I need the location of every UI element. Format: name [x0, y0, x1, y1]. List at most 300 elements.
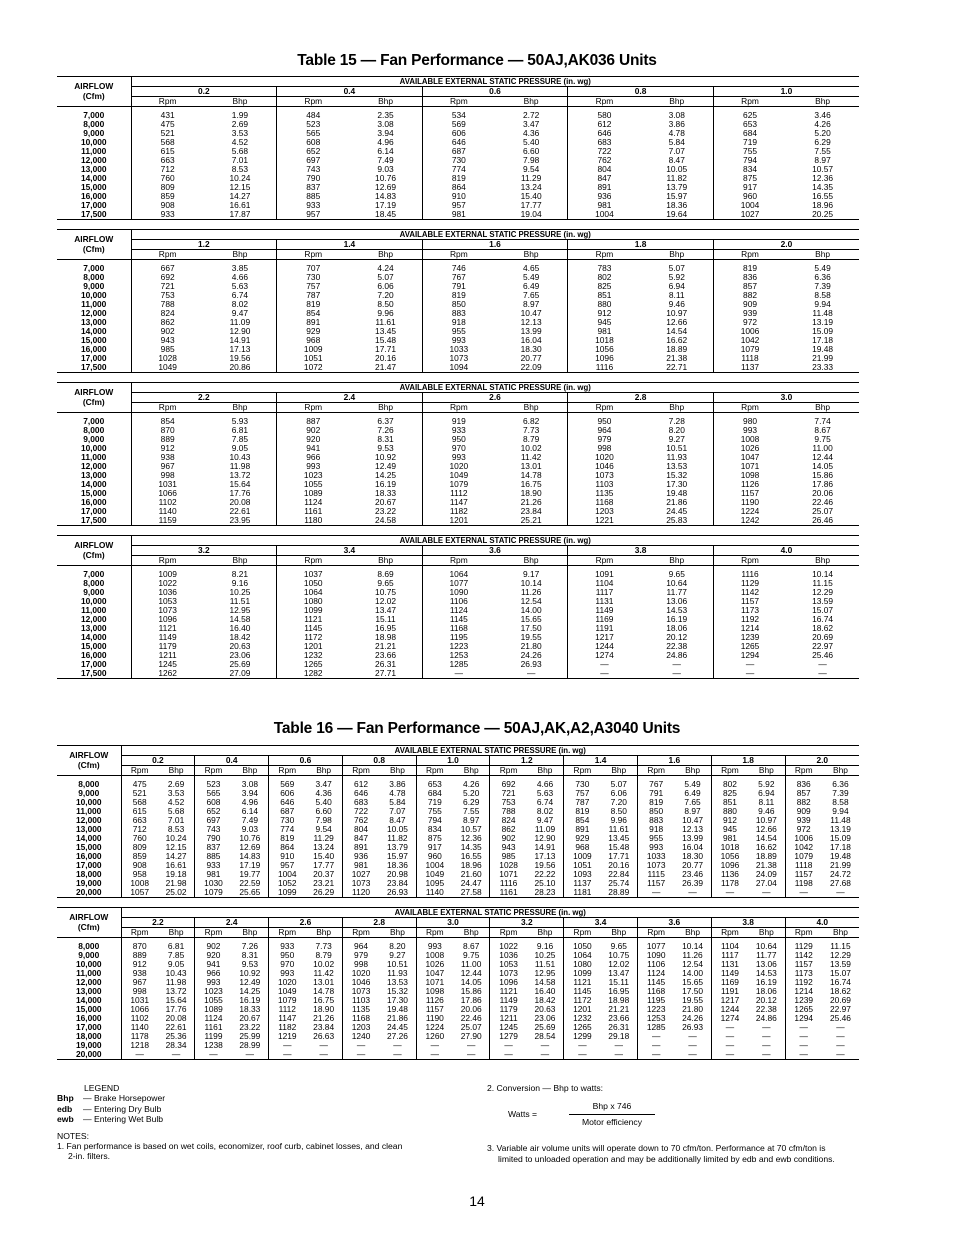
bhp-header: Bhp	[527, 928, 564, 938]
value-cell: 14.91	[229, 336, 251, 345]
pressure-header: 3.6	[637, 918, 711, 928]
bhp-header: Bhp	[674, 928, 711, 938]
value-cell: 1181	[564, 888, 601, 898]
value-cell: 9.53	[241, 960, 259, 969]
value-cell: 1080	[564, 960, 601, 969]
value-cell: 819	[277, 300, 350, 309]
airflow-cell: 13,000	[80, 318, 107, 327]
value-cell: 985	[490, 852, 527, 861]
bhp-header: Bhp	[527, 766, 564, 776]
value-cell: 21.21	[375, 642, 397, 651]
value-cell: 912	[711, 816, 748, 825]
value-cell: 1168	[422, 624, 495, 633]
value-cell: —	[818, 660, 827, 669]
airflow-header: AIRFLOW (Cfm)	[57, 908, 121, 938]
value-cell: 1168	[342, 1014, 379, 1023]
value-cell: —	[637, 1041, 674, 1050]
value-cell: 1168	[637, 987, 674, 996]
esp-header: AVAILABLE EXTERNAL STATIC PRESSURE (in. wg)	[131, 77, 859, 87]
value-cell: 6.14	[241, 807, 259, 816]
value-cell: 819	[564, 807, 601, 816]
rpm-header: Rpm	[416, 766, 453, 776]
value-cell: 23.22	[239, 1023, 261, 1032]
value-cell: 20.06	[460, 1005, 482, 1014]
value-cell: 10.25	[534, 951, 556, 960]
value-cell: 3.08	[241, 780, 259, 789]
value-cell: 1274	[568, 651, 641, 660]
value-cell: 909	[713, 300, 786, 309]
airflow-cell: 17,500	[57, 669, 131, 679]
value-cell: 523	[277, 120, 350, 129]
value-cell: 18.30	[682, 852, 704, 861]
value-cell: 21.26	[313, 1014, 335, 1023]
rpm-header: Rpm	[713, 403, 786, 413]
value-cell: 1121	[490, 987, 527, 996]
value-cell: 14.25	[239, 987, 261, 996]
value-cell: 1051	[564, 861, 601, 870]
value-cell: 980	[713, 417, 786, 426]
value-cell: 5.07	[610, 780, 627, 789]
value-cell: 11.00	[461, 960, 482, 969]
value-cell: 1047	[416, 969, 453, 978]
value-cell: 1073	[342, 987, 379, 996]
value-cell: 753	[490, 798, 527, 807]
value-cell: 5.68	[167, 807, 185, 816]
value-cell: —	[674, 1050, 711, 1060]
value-cell: —	[232, 1050, 269, 1060]
value-cell: 936	[568, 192, 641, 201]
value-cell: 13.45	[375, 327, 397, 336]
table-row	[57, 300, 859, 309]
value-cell: 1157	[713, 597, 786, 606]
value-cell: 8.97	[522, 300, 540, 309]
value-cell: 12.54	[682, 960, 704, 969]
value-cell: 957	[269, 861, 306, 870]
value-cell: 760	[131, 174, 204, 183]
bhp-header: Bhp	[204, 97, 277, 107]
legend-desc: — Entering Dry Bulb	[83, 1103, 162, 1114]
airflow-cell: 14,000	[75, 834, 102, 843]
value-cell: 883	[637, 816, 674, 825]
value-cell: 2.69	[231, 120, 249, 129]
value-cell: 15.07	[812, 606, 834, 615]
value-cell: 1129	[713, 579, 786, 588]
value-cell: 15.32	[666, 471, 688, 480]
value-cell: 608	[195, 798, 232, 807]
table-row	[57, 138, 859, 147]
value-cell: 7.73	[522, 426, 540, 435]
value-cell: 11.77	[666, 588, 687, 597]
pressure-header: 2.8	[568, 393, 714, 403]
formula-denominator: Motor efficiency	[581, 1117, 643, 1128]
value-cell: 1265	[785, 1005, 822, 1014]
airflow-cell: 16,000	[75, 852, 102, 861]
value-cell: 10.14	[520, 579, 542, 588]
value-cell: 9.94	[832, 807, 849, 816]
airflow-cell: 7,000	[83, 111, 105, 120]
value-cell: 6.29	[814, 138, 831, 147]
value-cell: 4.78	[389, 789, 406, 798]
table-row	[57, 870, 859, 879]
value-cell: 20.37	[313, 870, 335, 879]
rpm-header: Rpm	[711, 766, 748, 776]
value-cell: 9.27	[389, 951, 406, 960]
value-cell: 762	[568, 156, 641, 165]
value-cell: 15.48	[375, 336, 397, 345]
value-cell: 883	[422, 309, 495, 318]
value-cell: 970	[422, 444, 495, 453]
value-cell: 985	[131, 345, 204, 354]
value-cell: 1214	[785, 987, 822, 996]
table-row	[57, 516, 859, 526]
value-cell: —	[305, 1050, 342, 1060]
value-cell: 1145	[564, 987, 601, 996]
value-cell: 1022	[131, 579, 204, 588]
value-cell: 1036	[490, 951, 527, 960]
value-cell: —	[674, 888, 711, 898]
value-cell: 857	[785, 789, 822, 798]
airflow-cell: 13,000	[75, 987, 102, 996]
airflow-cell: 17,000	[80, 507, 107, 516]
value-cell: 998	[568, 444, 641, 453]
value-cell: 854	[131, 417, 204, 426]
pressure-header: 3.4	[277, 546, 423, 556]
value-cell: 14.83	[239, 852, 261, 861]
rpm-header: Rpm	[637, 928, 674, 938]
legend-item	[57, 1104, 497, 1114]
airflow-cell: 8,000	[78, 942, 100, 951]
value-cell: 1161	[490, 888, 527, 898]
value-cell: 5.07	[668, 264, 685, 273]
value-cell: 825	[711, 789, 748, 798]
table-row	[57, 669, 859, 679]
value-cell: 14.53	[755, 969, 777, 978]
value-cell: 15.86	[812, 471, 834, 480]
value-cell: 950	[422, 435, 495, 444]
value-cell: 7.74	[814, 417, 831, 426]
value-cell: 19.77	[239, 870, 261, 879]
airflow-cell: 13,000	[80, 471, 107, 480]
value-cell: 3.85	[231, 264, 249, 273]
rpm-header: Rpm	[637, 766, 674, 776]
legend-abbr: ewb	[57, 1114, 74, 1125]
value-cell: 5.49	[522, 273, 540, 282]
value-cell: 1244	[568, 642, 641, 651]
value-cell: 22.46	[812, 498, 834, 507]
value-cell: 534	[422, 111, 495, 120]
value-cell: 760	[121, 834, 158, 843]
value-cell: 23.66	[375, 651, 397, 660]
value-cell: —	[785, 1023, 822, 1032]
value-cell: 13.99	[520, 327, 542, 336]
value-cell: 1221	[568, 516, 641, 526]
legend-items	[57, 1093, 497, 1124]
value-cell: 993	[637, 843, 674, 852]
value-cell: 1195	[637, 996, 674, 1005]
value-cell: 26.63	[313, 1032, 335, 1041]
value-cell: 18.89	[755, 852, 777, 861]
value-cell: 1077	[422, 579, 495, 588]
value-cell: 7.01	[231, 156, 249, 165]
value-cell: 11.82	[387, 834, 408, 843]
table-row	[57, 978, 859, 987]
value-cell: 955	[422, 327, 495, 336]
value-cell: 1053	[490, 960, 527, 969]
value-cell: 7.39	[832, 789, 849, 798]
value-cell: 431	[131, 111, 204, 120]
value-cell: 6.14	[377, 147, 394, 156]
value-cell: 1294	[713, 651, 786, 660]
airflow-cell: 15,000	[75, 1005, 102, 1014]
value-cell: 743	[277, 165, 350, 174]
value-cell: 7.01	[167, 816, 185, 825]
value-cell: 917	[713, 183, 786, 192]
value-cell: 1124	[422, 606, 495, 615]
value-cell: 11.29	[520, 174, 542, 183]
value-cell: 1073	[131, 606, 204, 615]
value-cell: 22.97	[829, 1005, 851, 1014]
value-cell: 712	[121, 825, 158, 834]
value-cell: 11.82	[666, 174, 687, 183]
value-cell: 787	[564, 798, 601, 807]
value-cell: 730	[269, 816, 306, 825]
airflow-cell: 16,000	[75, 1014, 102, 1023]
rpm-header: Rpm	[568, 556, 641, 566]
value-cell: 707	[277, 264, 350, 273]
value-cell: 762	[342, 816, 379, 825]
value-cell: 23.95	[204, 516, 277, 526]
airflow-cell: 11,000	[76, 807, 102, 816]
value-cell: 804	[568, 165, 641, 174]
value-cell: 8.47	[668, 156, 685, 165]
watts-formula	[487, 1097, 887, 1133]
pressure-header: 3.6	[422, 546, 568, 556]
value-cell: 17.76	[229, 489, 251, 498]
value-cell: 1031	[131, 480, 204, 489]
value-cell: 11.51	[229, 597, 251, 606]
table-row	[57, 435, 859, 444]
airflow-cell: 12,000	[80, 615, 107, 624]
value-cell: 966	[277, 453, 350, 462]
value-cell: 1089	[195, 1005, 232, 1014]
value-cell: 1157	[785, 960, 822, 969]
bhp-header: Bhp	[495, 250, 568, 260]
value-cell: 6.74	[536, 798, 554, 807]
airflow-cell: 7,000	[83, 570, 105, 579]
value-cell: 1157	[637, 879, 674, 888]
value-cell: 854	[564, 816, 601, 825]
value-cell: 17.86	[460, 996, 482, 1005]
value-cell: 5.07	[377, 273, 394, 282]
value-cell: 1089	[277, 489, 350, 498]
value-cell: 1124	[195, 1014, 232, 1023]
value-cell: 7.98	[315, 816, 332, 825]
value-cell: 25.02	[158, 888, 195, 898]
rpm-header: Rpm	[713, 556, 786, 566]
value-cell: 1131	[711, 960, 748, 969]
value-cell: 1180	[277, 516, 350, 526]
rpm-header: Rpm	[490, 928, 527, 938]
value-cell: 5.63	[536, 789, 554, 798]
airflow-cell: 9,000	[83, 588, 105, 597]
value-cell: 1203	[342, 1023, 379, 1032]
value-cell: 19.55	[682, 996, 704, 1005]
value-cell: 18.36	[386, 861, 408, 870]
fan-table-block	[57, 907, 859, 1060]
value-cell: —	[822, 888, 859, 898]
value-cell: 8.97	[684, 807, 701, 816]
value-cell: 1135	[568, 489, 641, 498]
table-row	[57, 579, 859, 588]
value-cell: 1285	[422, 660, 495, 669]
value-cell: —	[836, 1023, 845, 1032]
value-cell: —	[822, 1050, 859, 1060]
value-cell: 1157	[785, 870, 822, 879]
value-cell: 17.87	[204, 210, 277, 220]
value-cell: 1028	[131, 354, 204, 363]
value-cell: 26.31	[608, 1023, 630, 1032]
value-cell: 15.09	[812, 327, 834, 336]
value-cell: 18.96	[812, 201, 834, 210]
value-cell: 755	[416, 807, 453, 816]
value-cell: 20.16	[608, 861, 630, 870]
value-cell: 1253	[422, 651, 495, 660]
value-cell: 1093	[564, 870, 601, 879]
value-cell: 11.42	[313, 969, 334, 978]
value-cell: 1033	[637, 852, 674, 861]
airflow-cell: 17,000	[80, 354, 107, 363]
table-row	[57, 462, 859, 471]
value-cell: 8.31	[241, 951, 259, 960]
value-cell: 27.26	[386, 1032, 408, 1041]
value-cell: 1211	[131, 651, 204, 660]
table-row	[57, 852, 859, 861]
value-cell: 653	[416, 780, 453, 789]
airflow-cell: 10,000	[80, 138, 107, 147]
table-row	[57, 453, 859, 462]
value-cell: 998	[121, 987, 158, 996]
airflow-cell: 17,500	[57, 363, 131, 373]
value-cell: 1071	[713, 462, 786, 471]
value-cell: 14.05	[812, 462, 834, 471]
table-row	[57, 1041, 859, 1050]
value-cell: 21.47	[349, 363, 422, 373]
value-cell: 981	[422, 210, 495, 220]
value-cell: 1149	[490, 996, 527, 1005]
value-cell: 1147	[422, 498, 495, 507]
value-cell: 20.16	[375, 354, 397, 363]
airflow-cell: 12,000	[80, 309, 107, 318]
table-row	[57, 336, 859, 345]
note-3: 3. Variable air volume units will operate down to 70 cfm/ton. Performance at 70 cfm/ton is	[487, 1143, 826, 1154]
airflow-cell: 19,000	[75, 1041, 102, 1050]
value-cell: 18.90	[520, 489, 542, 498]
value-cell: 19.48	[812, 345, 834, 354]
rpm-header: Rpm	[195, 928, 232, 938]
value-cell: 13.72	[165, 987, 187, 996]
bhp-header: Bhp	[379, 928, 416, 938]
value-cell: 1096	[568, 354, 641, 363]
bhp-header: Bhp	[204, 556, 277, 566]
value-cell: 1149	[711, 969, 748, 978]
value-cell: 13.24	[313, 843, 335, 852]
value-cell: 1020	[422, 462, 495, 471]
pressure-header: 2.2	[131, 393, 277, 403]
table-row	[57, 147, 859, 156]
value-cell: 7.65	[522, 291, 540, 300]
value-cell: 910	[269, 852, 306, 861]
value-cell: 1239	[713, 633, 786, 642]
value-cell: 889	[131, 435, 204, 444]
value-cell: 1096	[490, 978, 527, 987]
value-cell: 1142	[713, 588, 786, 597]
value-cell: 9.16	[231, 579, 249, 588]
value-cell: 857	[713, 282, 786, 291]
value-cell: 10.57	[460, 825, 482, 834]
value-cell: 851	[568, 291, 641, 300]
value-cell: 13.59	[812, 597, 834, 606]
airflow-cell: 15,000	[80, 336, 107, 345]
value-cell: —	[711, 888, 748, 898]
value-cell: 10.25	[229, 588, 251, 597]
bhp-header: Bhp	[349, 97, 422, 107]
value-cell: —	[269, 1050, 306, 1060]
value-cell: 14.91	[534, 843, 556, 852]
value-cell: 912	[131, 444, 204, 453]
value-cell: 18.42	[534, 996, 556, 1005]
value-cell: 23.33	[786, 363, 859, 373]
value-cell: 943	[490, 843, 527, 852]
legend-item	[57, 1093, 497, 1103]
value-cell: 1149	[131, 633, 204, 642]
table-row	[57, 327, 859, 336]
value-cell: 1049	[269, 987, 306, 996]
value-cell: —	[641, 669, 714, 679]
bhp-header: Bhp	[453, 928, 490, 938]
value-cell: 1232	[277, 651, 350, 660]
value-cell: 939	[713, 309, 786, 318]
value-cell: 1118	[713, 354, 786, 363]
value-cell: 4.52	[231, 138, 249, 147]
table-row	[57, 363, 859, 373]
value-cell: 1095	[416, 879, 453, 888]
value-cell: 1090	[637, 951, 674, 960]
value-cell: 6.06	[610, 789, 627, 798]
value-cell: 612	[568, 120, 641, 129]
airflow-cell: 9,000	[78, 789, 100, 798]
value-cell: 6.82	[522, 417, 540, 426]
value-cell: 11.93	[666, 453, 687, 462]
value-cell: 12.90	[534, 834, 556, 843]
value-cell: 6.29	[463, 798, 480, 807]
value-cell: 25.74	[608, 879, 630, 888]
value-cell: 9.75	[463, 951, 480, 960]
value-cell: 7.55	[463, 807, 480, 816]
value-cell: 1073	[422, 354, 495, 363]
value-cell: 964	[568, 426, 641, 435]
table-row	[57, 174, 859, 183]
value-cell: —	[672, 660, 681, 669]
value-cell: 7.55	[814, 147, 831, 156]
value-cell: 1071	[490, 870, 527, 879]
value-cell: 4.96	[377, 138, 394, 147]
value-cell: 8.79	[522, 435, 540, 444]
airflow-cell: 11,000	[81, 453, 107, 462]
value-cell: 1182	[422, 507, 495, 516]
airflow-cell: 16,000	[80, 651, 107, 660]
value-cell: 17.18	[829, 843, 851, 852]
value-cell: 1245	[131, 660, 204, 669]
